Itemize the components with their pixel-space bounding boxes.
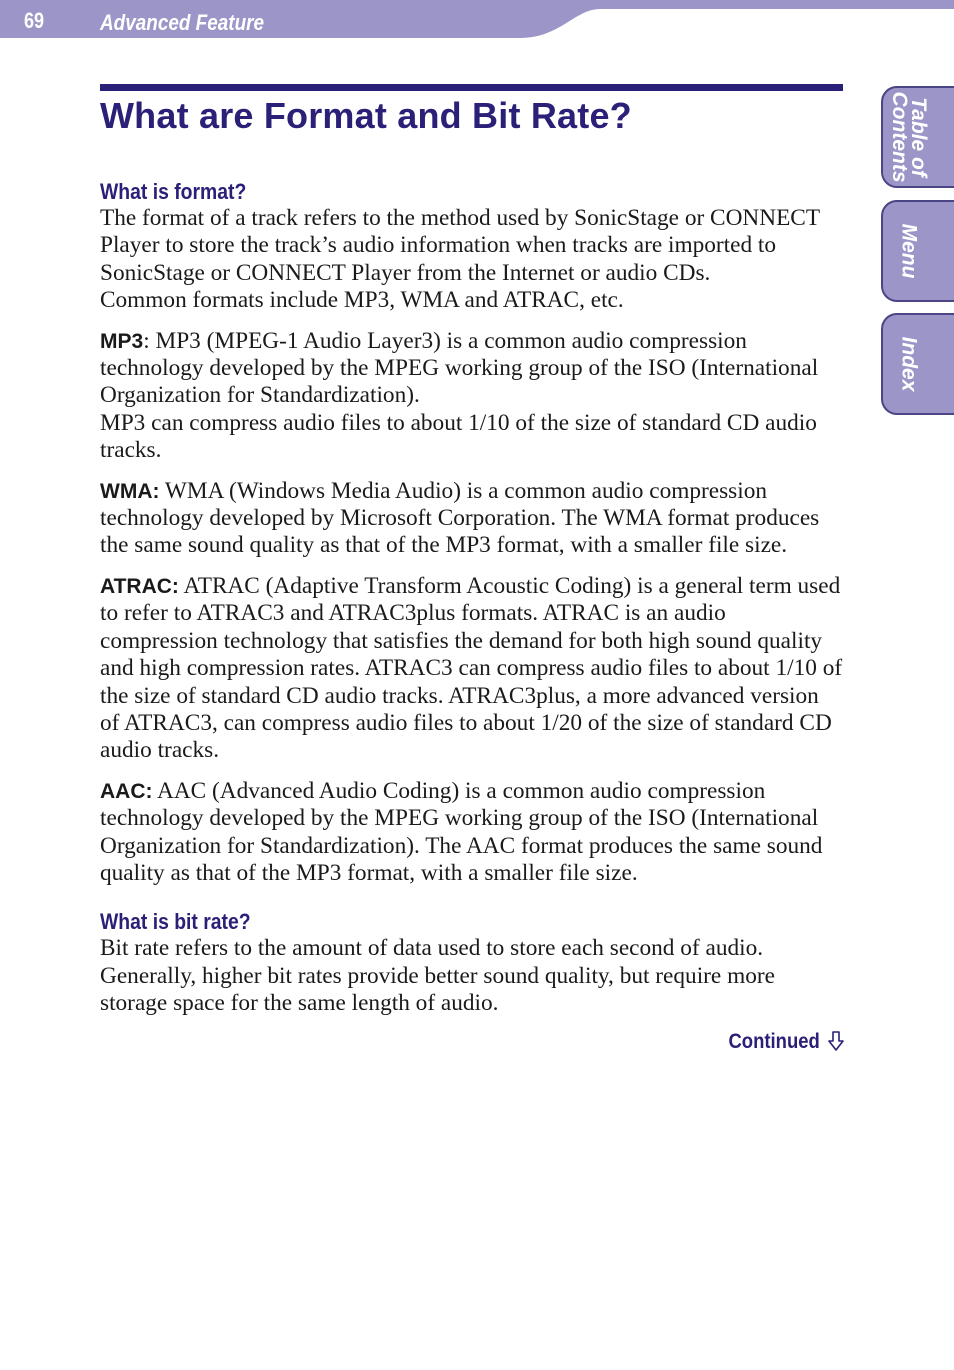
tab-table-of-contents[interactable] — [881, 86, 954, 188]
mp3-sep: : — [143, 327, 150, 354]
format-intro-text: The format of a track refers to the method used by SonicStage or CONNECT Player to store the track’s audio information when tracks are imported to SonicStage or CONNECT Player from the Internet or audio CDs. — [100, 205, 820, 286]
atrac-term: ATRAC: — [100, 574, 179, 598]
tab-menu[interactable] — [881, 200, 954, 302]
mp3-paragraph — [100, 328, 844, 465]
page-title: What are Format and Bit Rate? — [100, 95, 632, 136]
section-title: Advanced Feature — [100, 10, 265, 35]
tab-index[interactable] — [881, 313, 954, 415]
tab-menu-label: Menu — [897, 223, 921, 279]
aac-term: AAC: — [100, 779, 153, 803]
continued-label: Continued — [728, 1029, 821, 1053]
title-rule — [100, 84, 843, 91]
tab-label-line-1: Table of — [907, 97, 930, 177]
continued-link[interactable] — [100, 1030, 844, 1057]
atrac-paragraph — [100, 573, 844, 765]
wma-term: WMA: — [100, 479, 160, 503]
mp3-term: MP3 — [100, 329, 144, 353]
format-intro — [100, 205, 844, 315]
page-number: 69 — [24, 8, 45, 33]
heading-what-is-bit-rate: What is bit rate? — [100, 909, 251, 935]
aac-text: AAC (Advanced Audio Coding) is a common audio compression technology developed by the MPEG working group of the ISO (International Organization for Standardization). The AAC format produces the same sound quality as that of the MP3 format, with a smaller file size. — [100, 777, 823, 886]
tab-index-label: Index — [897, 336, 921, 392]
atrac-text: ATRAC (Adaptive Transform Acoustic Coding) is a general term used to refer to ATRAC3 and ATRAC3plus formats. ATRAC is an audio compression technology that satisfies the demand for both high sound quality and high compression rates. ATRAC3 can compress audio files to about 1/10 of the size of standard CD audio tracks. ATRAC3plus, a more advanced version of ATRAC3, can compress audio files to about 1/20 of the size of standard CD audio tracks. — [100, 572, 843, 764]
mp3-text: MP3 (MPEG-1 Audio Layer3) is a common audio compression technology developed by the MPEG working group of the ISO (International Organization for Standardization). — [100, 327, 819, 409]
mp3-text-2: MP3 can compress audio files to about 1/10 of the size of standard CD audio tracks. — [100, 409, 817, 464]
heading-what-is-format: What is format? — [100, 179, 247, 204]
wma-paragraph — [100, 478, 844, 560]
bitrate-paragraph: Bit rate refers to the amount of data used to store each second of audio. Generally, higher bit rates provide better sound quality, but require more storage space for the same length of audio. — [100, 935, 775, 1017]
tab-label-line-2: Contents — [888, 91, 911, 183]
main-content — [100, 84, 844, 1057]
arrow-down-icon — [828, 1031, 844, 1057]
wma-text: WMA (Windows Media Audio) is a common audio compression technology developed by Microsoft Corporation. The WMA format produces the same sound quality as that of the MP3 format, with a smaller file size. — [100, 477, 820, 559]
aac-paragraph — [100, 778, 844, 888]
format-common-text: Common formats include MP3, WMA and ATRAC, etc. — [100, 287, 624, 314]
tab-table-of-contents-label — [890, 92, 928, 183]
header-band — [0, 0, 954, 40]
